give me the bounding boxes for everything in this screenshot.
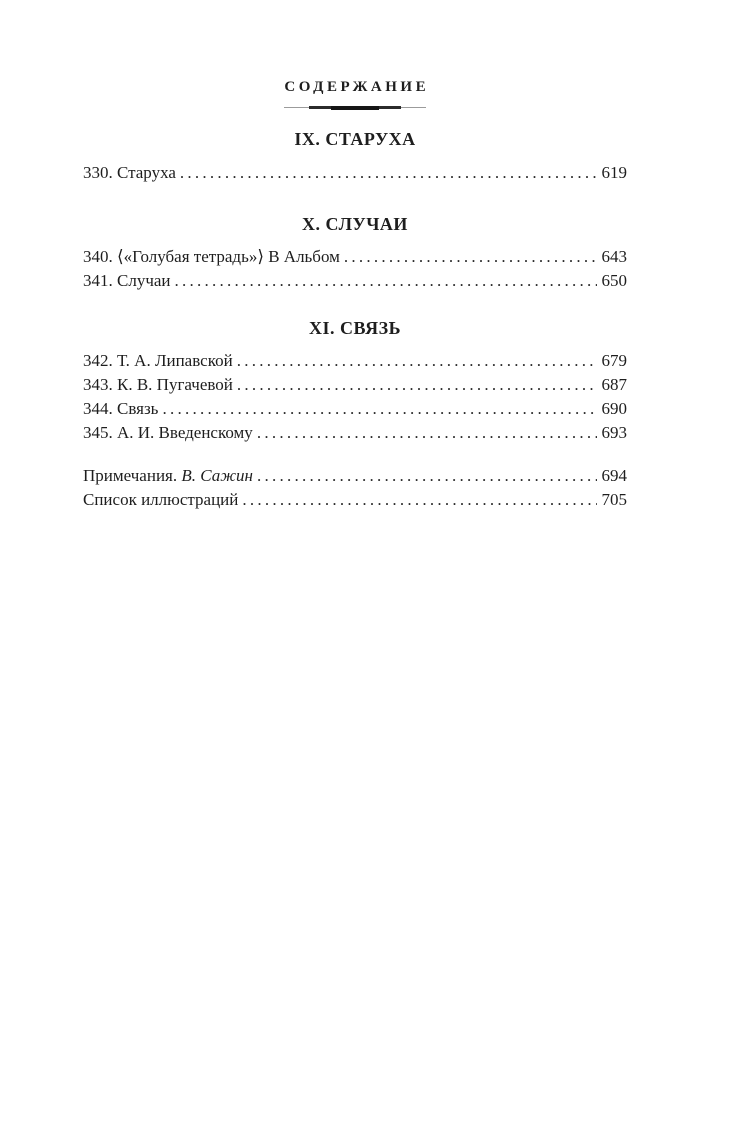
dot-leader xyxy=(233,349,597,373)
toc-entry xyxy=(83,245,627,269)
toc-entry xyxy=(83,464,627,488)
toc-entry-label: 340. ⟨«Голубая тетрадь»⟩ В Альбом xyxy=(83,247,340,266)
rule-center-bar xyxy=(331,106,379,110)
dot-leader xyxy=(158,397,597,421)
toc-entry-label: 341. Случаи xyxy=(83,271,171,290)
toc-entry-page-number: 650 xyxy=(601,271,627,290)
toc-entry xyxy=(83,349,627,373)
toc-entry-page-number: 687 xyxy=(601,375,627,394)
toc-entry-page-number: 679 xyxy=(601,351,627,370)
toc-entry xyxy=(83,269,627,293)
toc-entry-page-number: 619 xyxy=(601,163,627,182)
section-heading-ix: IX. СТАРУХА xyxy=(294,129,416,149)
contents-title: СОДЕРЖАНИЕ xyxy=(284,79,430,95)
decorative-rule xyxy=(284,105,426,111)
toc-section-ix xyxy=(83,127,627,185)
toc-entry-label: 342. Т. А. Липавской xyxy=(83,351,233,370)
dot-leader xyxy=(253,421,597,445)
toc-entry-page-number: 694 xyxy=(601,466,627,485)
toc-entry xyxy=(83,373,627,397)
table-of-contents xyxy=(83,78,627,512)
dot-leader xyxy=(238,488,597,512)
back-matter-label: Примечания. xyxy=(83,466,178,485)
dot-leader xyxy=(171,269,597,293)
toc-entry xyxy=(83,397,627,421)
dot-leader xyxy=(233,373,597,397)
toc-entry-page-number: 705 xyxy=(601,490,627,509)
toc-entry-label: 345. А. И. Введенскому xyxy=(83,423,253,442)
toc-entry-label: 344. Связь xyxy=(83,399,159,418)
toc-entry-page-number: 690 xyxy=(601,399,627,418)
section-heading-xi: XI. СВЯЗЬ xyxy=(308,318,401,338)
entry-list-xi xyxy=(83,349,627,445)
toc-entry-page-number: 643 xyxy=(601,247,627,266)
toc-entry-label: 330. Старуха xyxy=(83,163,176,182)
back-matter xyxy=(83,464,627,512)
toc-section-xi xyxy=(83,316,627,445)
toc-entry xyxy=(83,488,627,512)
toc-entry-page-number: 693 xyxy=(601,423,627,442)
entry-list-x xyxy=(83,245,627,293)
entry-list-ix xyxy=(83,161,627,185)
section-heading-x: X. СЛУЧАИ xyxy=(302,214,408,234)
dot-leader xyxy=(176,161,597,185)
toc-entry xyxy=(83,421,627,445)
toc-entry xyxy=(83,161,627,185)
dot-leader xyxy=(340,245,597,269)
toc-section-x xyxy=(83,212,627,293)
toc-entry-label: 343. К. В. Пугачевой xyxy=(83,375,233,394)
toc-entry-author-italic: В. Сажин xyxy=(181,466,253,485)
toc-entry-label xyxy=(83,464,253,488)
dot-leader xyxy=(253,464,597,488)
toc-entry-label: Список иллюстраций xyxy=(83,490,239,509)
